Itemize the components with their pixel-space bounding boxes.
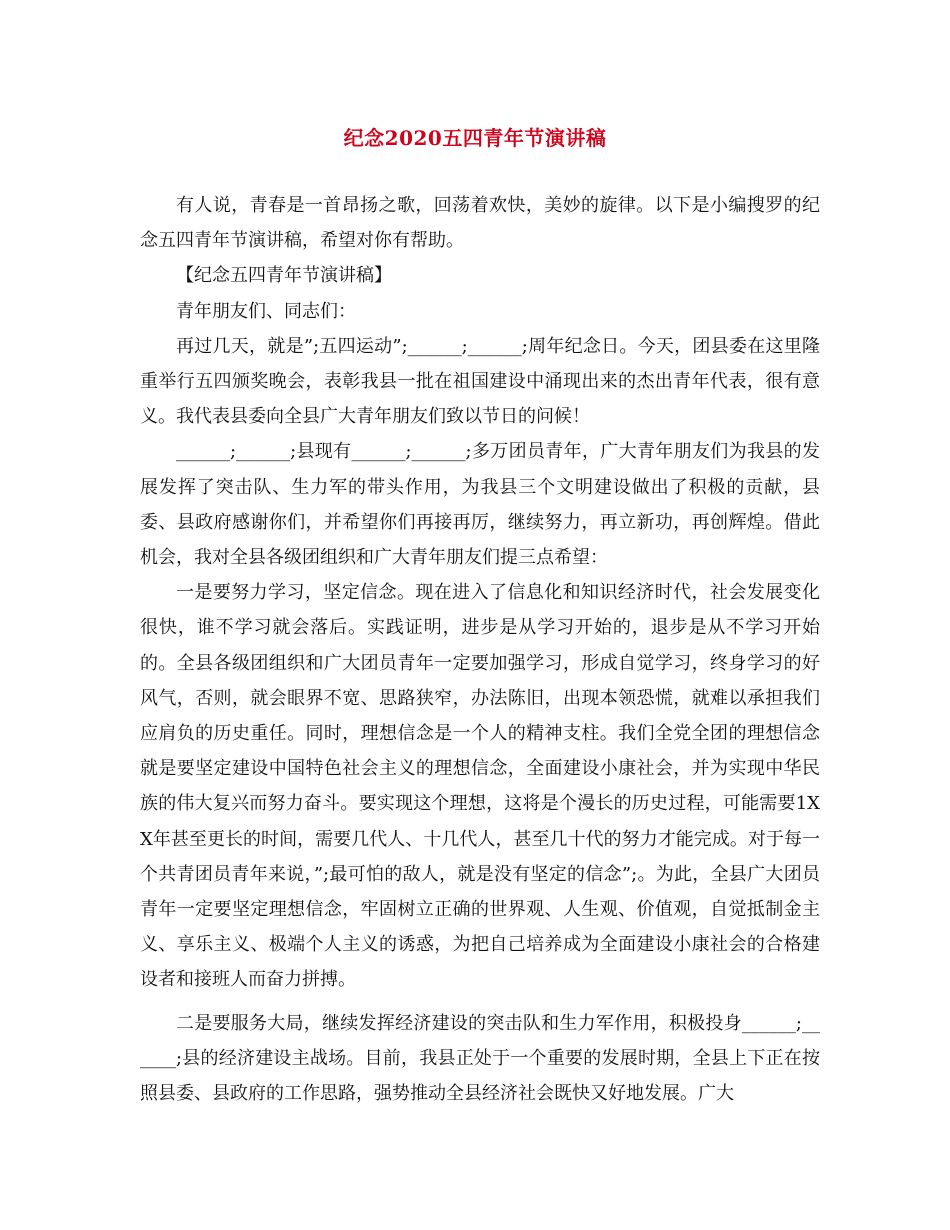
paragraph-intro: 有人说，青春是一首昂扬之歌，回荡着欢快，美妙的旋律。以下是小编搜罗的纪念五四青年节演讲稿，希望对你有帮助。 xyxy=(140,195,820,252)
paragraph-point-two: 二是要服务大局，继续发挥经济建设的突击队和生力军作用，积极投身______;______;县的经济建设主战场。目前，我县正处于一个重要的发展时期，全县上下正在按照县委、县政府的工作思路，强势推动全县经济社会既快又好地发展。广大 xyxy=(140,1012,820,1105)
paragraph-youth-contribution: ______;______;县现有______;______;多万团员青年，广大青年朋友们为我县的发展发挥了突击队、生力军的带头作用，为我县三个文明建设做出了积极的贡献，县委、县政府感谢你们，并希望你们再接再厉，继续努力，再立新功，再创辉煌。借此机会，我对全县各级团组织和广大青年朋友们提三点希望： xyxy=(140,441,820,569)
paragraph-heading: 【纪念五四青年节演讲稿】 xyxy=(176,265,392,287)
document-title: 纪念2020五四青年节演讲稿 xyxy=(343,126,607,150)
document-body xyxy=(140,188,820,1111)
paragraph-salutation: 青年朋友们、同志们： xyxy=(176,300,356,322)
paragraph-point-one: 一是要努力学习，坚定信念。现在进入了信息化和知识经济时代，社会发展变化很快，谁不学习就会落后。实践证明，进步是从学习开始的，退步是从不学习开始的。全县各级团组织和广大团员青年一定要加强学习，形成自觉学习，终身学习的好风气，否则，就会眼界不宽、思路狭窄，办法陈旧，出现本领恐慌，就难以承担我们应肩负的历史重任。同时，理想信念是一个人的精神支柱。我们全党全团的理想信念就是要坚定建设中国特色社会主义的理想信念，全面建设小康社会，并为实现中华民族的伟大复兴而努力奋斗。要实现这个理想，这将是个漫长的历史过程，可能需要1XX年甚至更长的时间，需要几代人、十几代人，甚至几十代的努力才能完成。对于每一个共青团员青年来说，”;最可怕的敌人，就是没有坚定的信念”;。为此，全县广大团员青年一定要坚定理想信念，牢固树立正确的世界观、人生观、价值观，自觉抵制金主义、享乐主义、极端个人主义的诱惑，为把自己培养成为全面建设小康社会的合格建设者和接班人而奋力拼搏。 xyxy=(140,582,820,991)
paragraph-anniversary: 再过几天，就是”;五四运动”;______;______;周年纪念日。今天，团县委在这里隆重举行五四颁奖晚会，表彰我县一批在祖国建设中涌现出来的杰出青年代表，很有意义。我代表县委向全县广大青年朋友们致以节日的问候！ xyxy=(140,335,820,428)
